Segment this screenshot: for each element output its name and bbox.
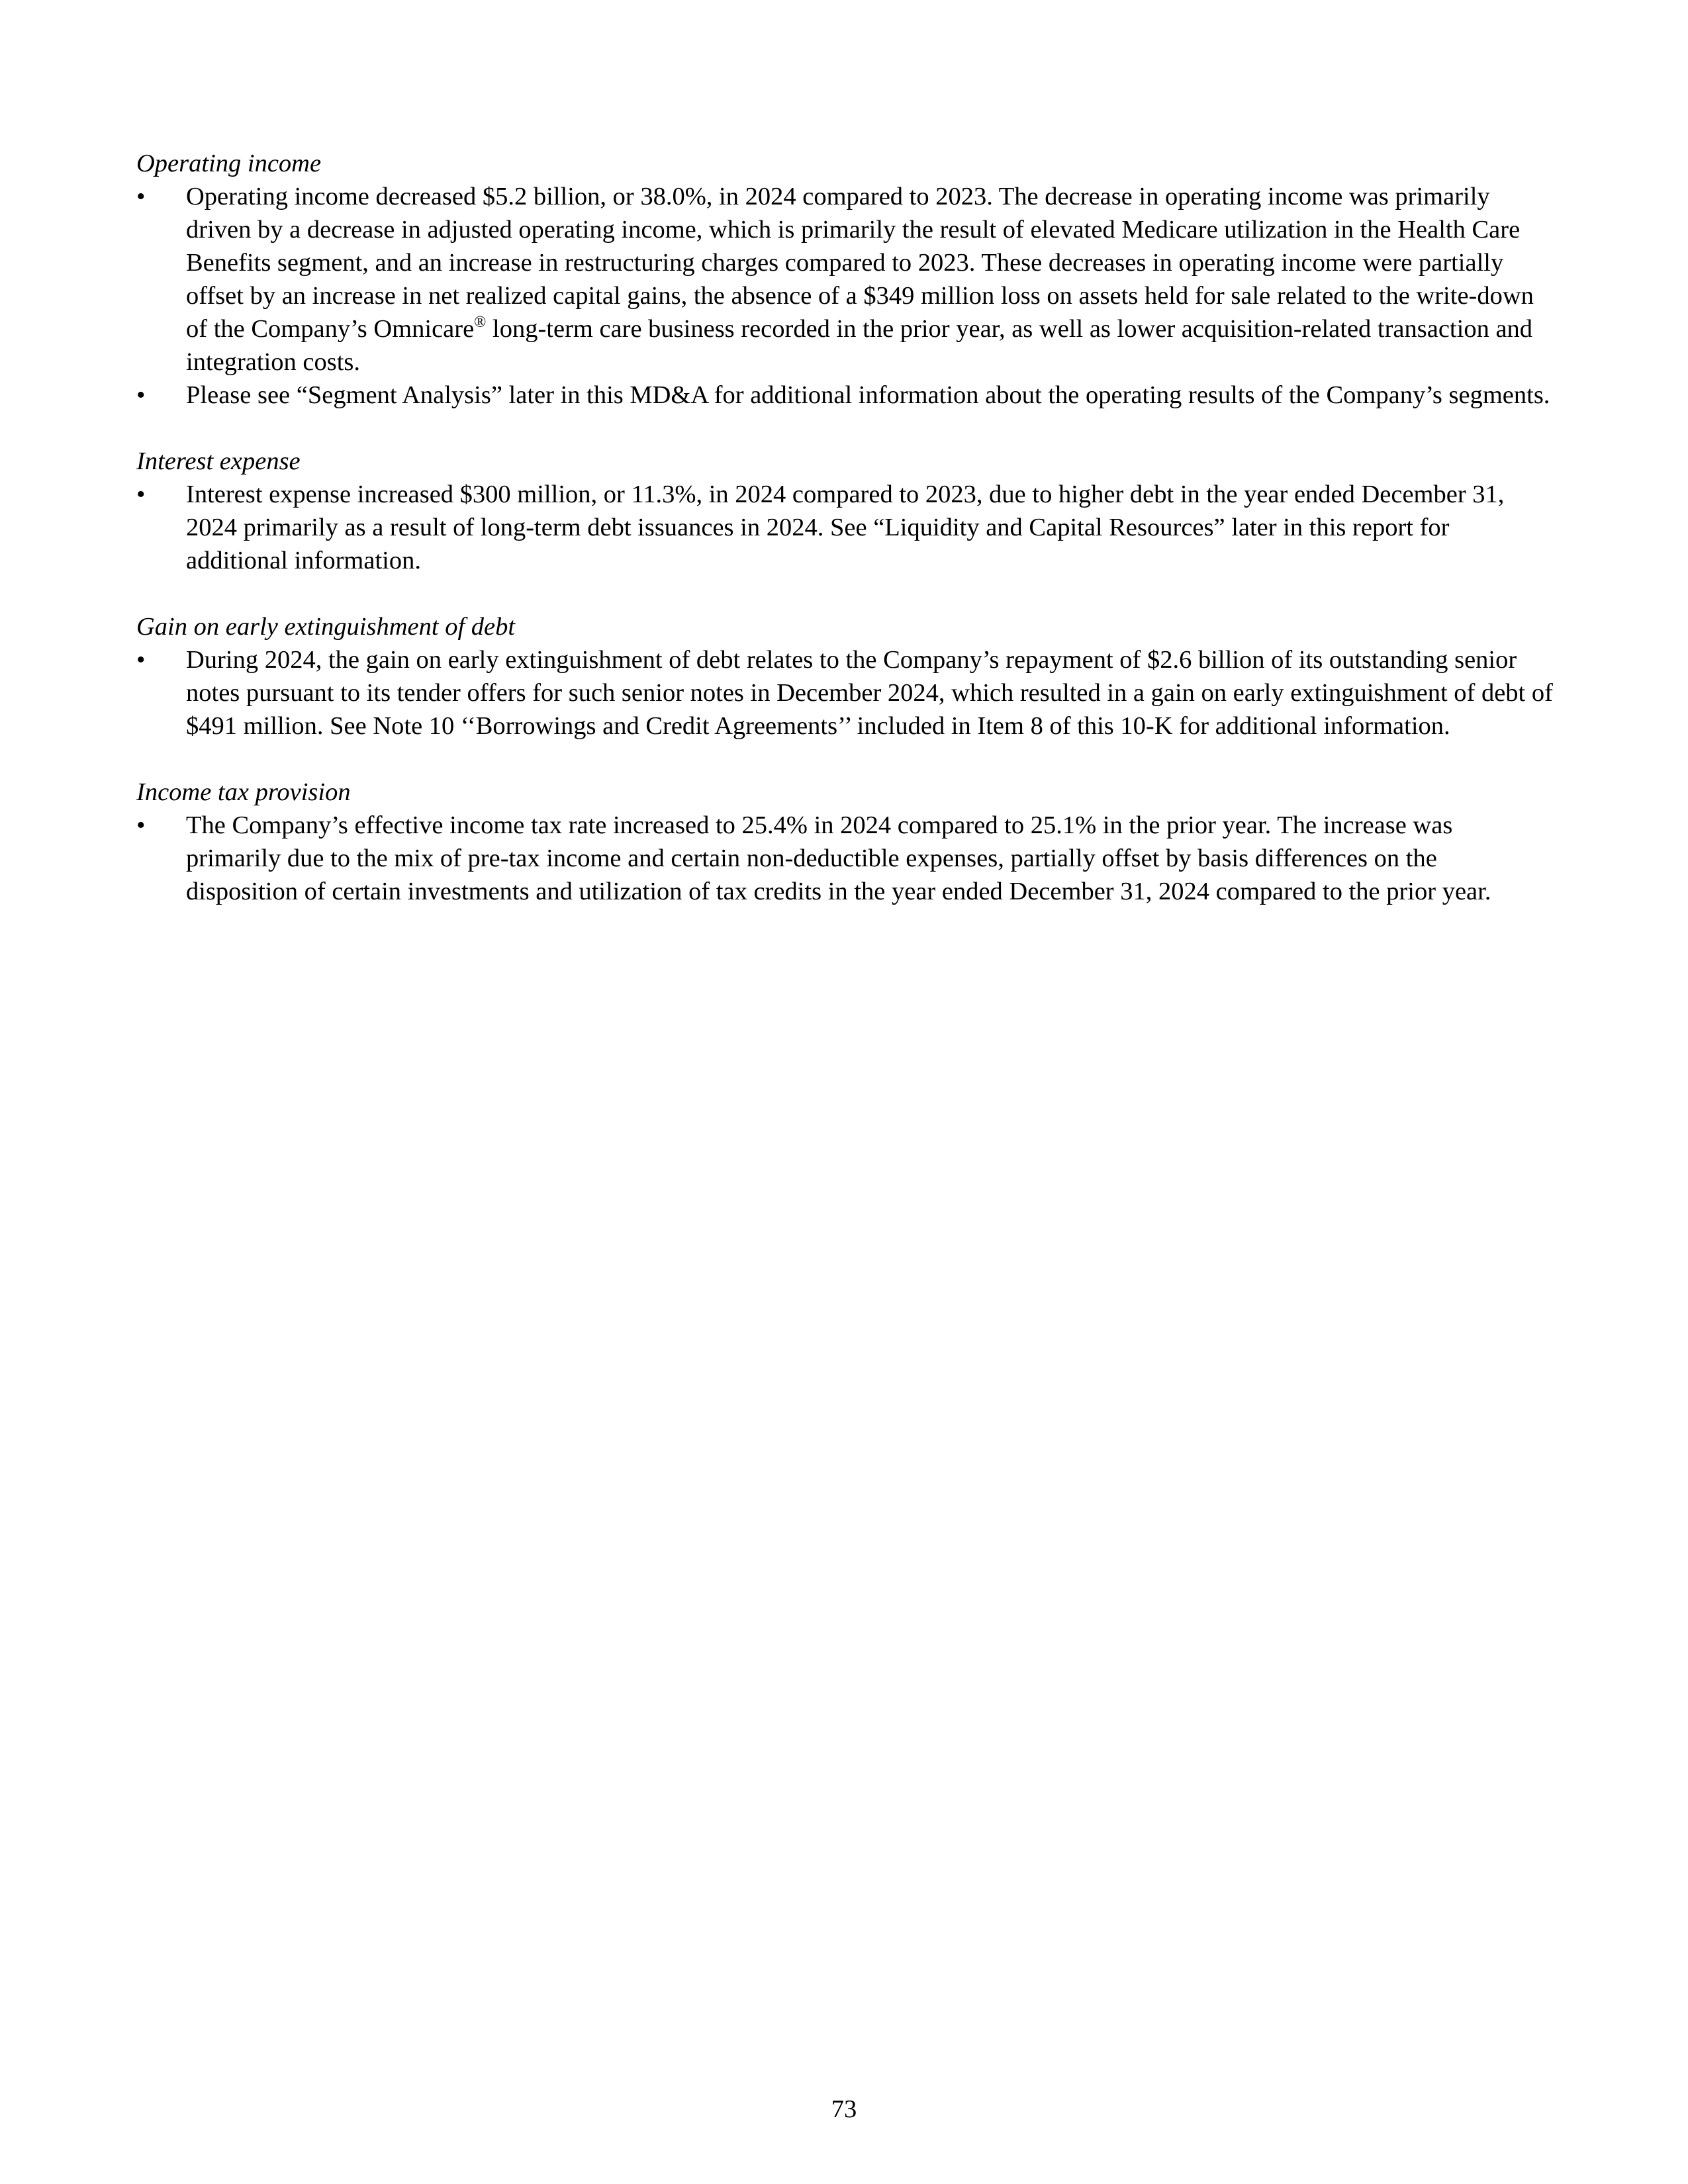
bullet-list: [136, 809, 1553, 908]
bullet-item: [136, 379, 1553, 412]
bullet-text-part: long-term care business recorded in the prior year, as well as lower acquisition-related transaction and integration costs.: [186, 315, 1533, 376]
bullet-text: The Company’s effective income tax rate increased to 25.4% in 2024 compared to 25.1% in the prior year. The increase was primarily due to the mix of pre-tax income and certain non-deductible expenses, partially offset by basis differences on the disposition of certain investments and utilization of tax credits in the year ended December 31, 2024 compared to the prior year.: [186, 811, 1491, 905]
bullet-list: [136, 180, 1553, 412]
bullet-icon: •: [136, 811, 146, 839]
bullet-list: [136, 478, 1553, 577]
section-heading: Income tax provision: [136, 778, 351, 806]
section-income-tax-provision: [136, 776, 1553, 908]
document-body: [136, 147, 1553, 941]
bullet-list: [136, 643, 1553, 743]
bullet-icon: •: [136, 646, 146, 674]
bullet-text: During 2024, the gain on early extinguishment of debt relates to the Company’s repayment of $2.6 billion of its outstanding senior notes pursuant to its tender offers for such senior notes in December 2024, which resulted in a gain on early extinguishment of debt of $491 million. See Note 10 ‘‘Borrowings and Credit Agreements’’ included in Item 8 of this 10-K for additional information.: [186, 646, 1553, 740]
bullet-text: Interest expense increased $300 million, or 11.3%, in 2024 compared to 2023, due to higher debt in the year ended December 31, 2024 primarily as a result of long-term debt issuances in 2024. See “Liquidity and Capital Resources” later in this report for additional information.: [186, 480, 1505, 574]
section-interest-expense: [136, 445, 1553, 577]
bullet-item: [136, 180, 1553, 379]
bullet-item: [136, 478, 1553, 577]
registered-trademark-superscript: ®: [474, 314, 487, 331]
bullet-text-part: Operating income decreased $5.2 billion, or 38.0%, in 2024 compared to 2023. The decrease in operating income was primarily driven by a decrease in adjusted operating income, which is primarily the result of elevated Medicare utilization in the Health Care Benefits segment, and an increase in restructuring charges compared to 2023. These decreases in operating income were partially offset by an increase in net realized capital gains, the absence of a $349 million loss on assets held for sale related to the write-down of the Company’s Omnicare: [186, 183, 1534, 343]
bullet-text: Please see “Segment Analysis” later in this MD&A for additional information about the operating results of the Company’s segments.: [186, 381, 1550, 409]
bullet-icon: •: [136, 381, 146, 409]
section-operating-income: [136, 147, 1553, 412]
bullet-item: [136, 809, 1553, 908]
section-heading: Interest expense: [136, 447, 301, 475]
page-number: 73: [831, 2095, 857, 2123]
section-heading: Operating income: [136, 150, 322, 177]
bullet-text: [186, 183, 1534, 376]
bullet-item: [136, 643, 1553, 743]
section-gain-on-early-extinguishment: [136, 610, 1553, 743]
section-heading: Gain on early extinguishment of debt: [136, 613, 516, 641]
bullet-icon: •: [136, 480, 146, 508]
bullet-icon: •: [136, 183, 146, 210]
